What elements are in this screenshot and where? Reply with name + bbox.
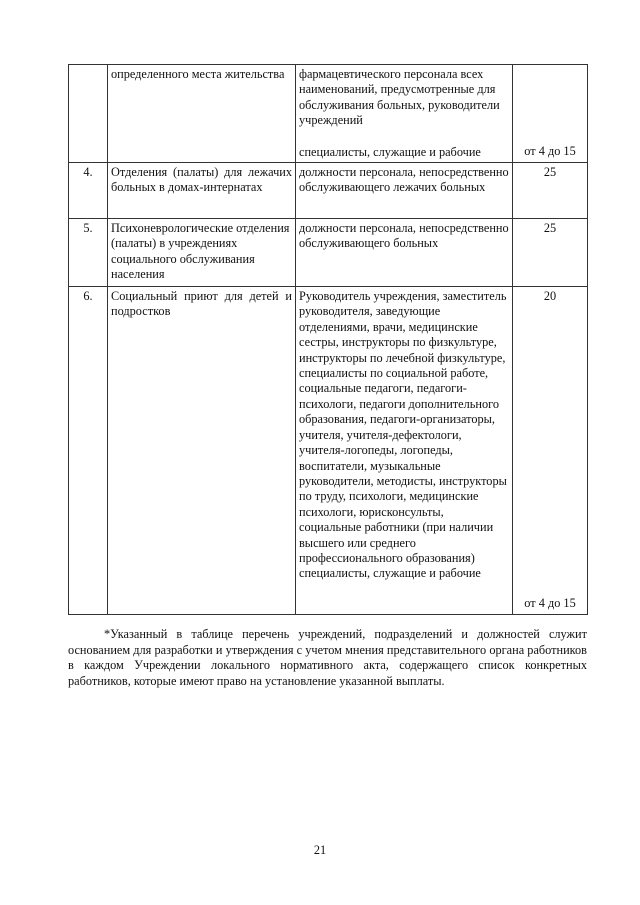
row-number: 5. (69, 219, 108, 287)
institution-name: Психоневрологические отделения (палаты) в учреждениях социального обслуживания населения (108, 219, 296, 287)
row-number (69, 65, 108, 163)
institution-name: Отделения (палаты) для лежачих больных в домах-интернатах (108, 163, 296, 219)
positions-extra-text: специалисты, служащие и рабочие (299, 144, 481, 159)
page-number: 21 (313, 843, 327, 857)
table-row (69, 163, 588, 219)
positions-text: должности персонала, непосредственно обслуживающего больных (296, 219, 513, 287)
positions-text: Руководитель учреждения, заместитель руководителя, заведующие отделениями, врачи, медицинские сестры, инструкторы по физкультуре, инструкторы по лечебной физкультуре, специалисты по социальной работе, социальные педагоги, педагоги-психологи, педагоги дополнительного образования, педагоги-организаторы, учителя, учителя-дефектологи, учителя-логопеды, логопеды, воспитатели, музыкальные руководители, методисты, инструкторы по труду, психологи, медицинские психологи, юрисконсульты, социальные работники (при наличии высшего или среднего профессионального образования) (299, 289, 507, 565)
value-text: 25 (513, 163, 588, 219)
table-row (69, 219, 588, 287)
positions-text: фармацевтического персонала всех наименований, предусмотренные для обслуживания больных, руководители учреждений (299, 67, 500, 128)
value-text: 20 (543, 289, 557, 304)
institution-name: определенного места жительства (108, 65, 296, 163)
table-row (69, 65, 588, 163)
value-extra-text: от 4 до 15 (524, 143, 576, 158)
value-extra-text: от 4 до 15 (524, 595, 576, 610)
value-cell (513, 65, 588, 163)
table-row (69, 287, 588, 615)
value-cell (513, 287, 588, 615)
row-number: 4. (69, 163, 108, 219)
positions-cell (296, 287, 513, 615)
positions-extra-text: специалисты, служащие и рабочие (299, 566, 481, 581)
value-text: 25 (513, 219, 588, 287)
row-number: 6. (69, 287, 108, 615)
institution-name: Социальный приют для детей и подростков (108, 287, 296, 615)
positions-cell (296, 65, 513, 163)
positions-table (68, 64, 588, 615)
positions-text: должности персонала, непосредственно обслуживающего лежачих больных (296, 163, 513, 219)
footnote: *Указанный в таблице перечень учреждений, подразделений и должностей служит основанием для разработки и утверждения с учетом мнения представительного органа работников в каждом Учреждении локального нормативного акта, содержащего список конкретных работников, которые имеют право на установление указанной выплаты. (68, 627, 587, 688)
